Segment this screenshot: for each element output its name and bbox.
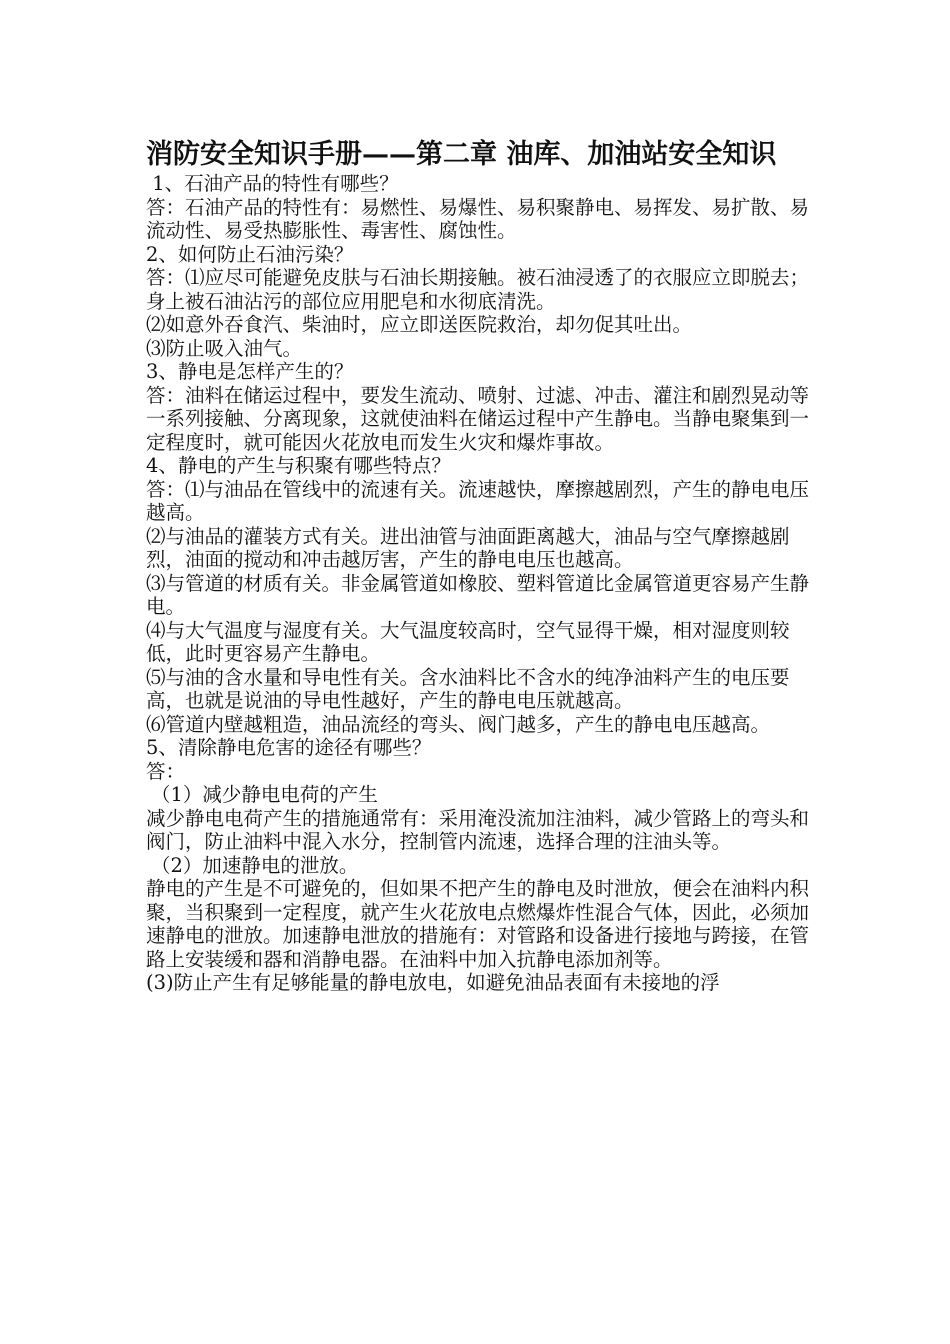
answer-paragraph: 答：⑴与油品在管线中的流速有关。流速越快，摩擦越剧烈，产生的静电电压越高。 bbox=[146, 477, 810, 524]
answer-paragraph: ⑹管道内壁越粗造，油品流经的弯头、阀门越多，产生的静电电压越高。 bbox=[146, 712, 771, 736]
answer-paragraph: ⑵与油品的灌装方式有关。进出油管与油面距离越大，油品与空气摩擦越剧烈，油面的搅动和冲击越厉害，产生的静电电压也越高。 bbox=[146, 524, 790, 571]
question-paragraph: 4、静电的产生与积聚有哪些特点？ bbox=[146, 454, 451, 477]
answer-paragraph: 答：石油产品的特性有：易燃性、易爆性、易积聚静电、易挥发、易扩散、易流动性、易受热膨胀性、毒害性、腐蚀性。 bbox=[146, 195, 810, 242]
answer-paragraph: ⑶与管道的材质有关。非金属管道如橡胶、塑料管道比金属管道更容易产生静电。 bbox=[146, 571, 810, 618]
answer-paragraph: 答：油料在储运过程中，要发生流动、喷射、过滤、冲击、灌注和剧烈晃动等一系列接触、分离现象，这就使油料在储运过程中产生静电。当静电聚集到一定程度时，就可能因火花放电而发生火灾和爆炸事故。 bbox=[146, 383, 810, 454]
answer-paragraph: ⑵如意外吞食汽、柴油时，应立即送医院救治，却勿促其吐出。 bbox=[146, 313, 693, 336]
question-paragraph: 5、清除静电危害的途径有哪些？ bbox=[146, 736, 432, 759]
answer-paragraph: ⑷与大气温度与湿度有关。大气温度较高时，空气显得干燥，相对湿度则较低，此时更容易产生静电。 bbox=[146, 618, 790, 665]
answer-paragraph: (3)防止产生有足够能量的静电放电，如避免油品表面有未接地的浮 bbox=[146, 971, 720, 994]
subheading-paragraph: （2）加速静电的泄放。 bbox=[151, 853, 359, 877]
answer-paragraph: 答：⑴应尽可能避免皮肤与石油长期接触。被石油浸透了的衣服应立即脱去；身上被石油沾污的部位应用肥皂和水彻底清洗。 bbox=[146, 266, 810, 313]
document-body bbox=[146, 138, 810, 995]
subheading-paragraph: （1）减少静电电荷的产生 bbox=[151, 783, 378, 806]
question-paragraph: 1、石油产品的特性有哪些？ bbox=[146, 172, 399, 195]
answer-paragraph: 静电的产生是不可避免的，但如果不把产生的静电及时泄放，便会在油料内积聚，当积聚到一定程度，就产生火花放电点燃爆炸性混合气体，因此，必须加速静电的泄放。加速静电泄放的措施有：对管路和设备进行接地与跨接，在管路上安装缓和器和消静电器。在油料中加入抗静电添加剂等。 bbox=[146, 877, 810, 971]
document-text bbox=[146, 172, 810, 995]
answer-paragraph: 答： bbox=[146, 759, 186, 783]
answer-paragraph: ⑸与油的含水量和导电性有关。含水油料比不含水的纯净油料产生的电压要高，也就是说油的导电性越好，产生的静电电压就越高。 bbox=[146, 665, 790, 712]
question-paragraph: 2、如何防止石油污染？ bbox=[146, 242, 354, 266]
question-paragraph: 3、静电是怎样产生的？ bbox=[146, 360, 354, 383]
answer-paragraph: 减少静电电荷产生的措施通常有：采用淹没流加注油料，减少管路上的弯头和阀门，防止油料中混入水分，控制管内流速，选择合理的注油头等。 bbox=[146, 806, 810, 853]
document-title: 消防安全知识手册——第二章 油库、加油站安全知识 bbox=[146, 139, 777, 170]
answer-paragraph: ⑶防止吸入油气。 bbox=[146, 336, 303, 360]
